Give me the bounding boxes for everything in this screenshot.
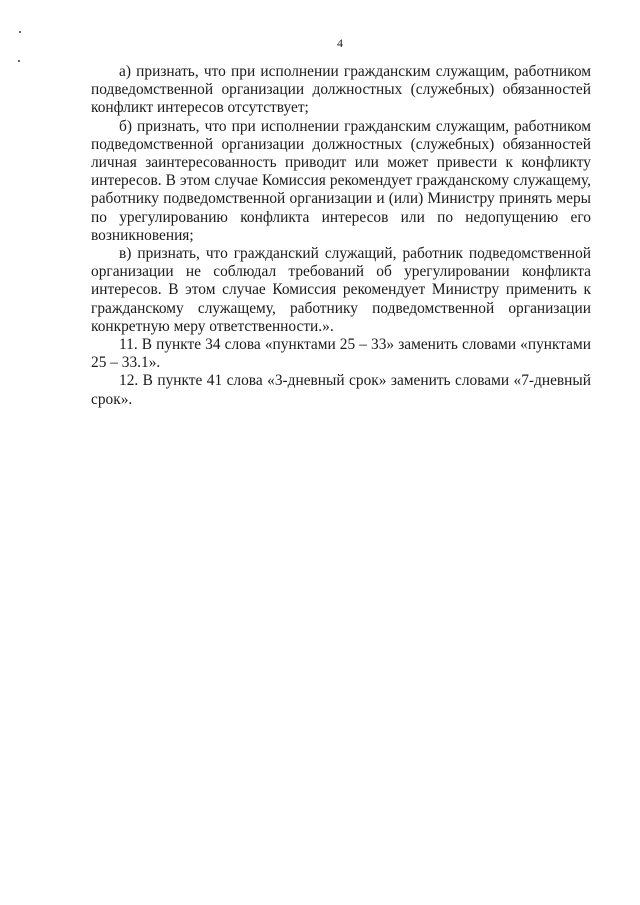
paragraph-item-a: а) признать, что при исполнении гражданским служащим, работником подведомственной организации должностных (служебных) обязанностей конфликт интересов отсутствует; (91, 63, 591, 117)
paragraph-item-11: 11. В пункте 34 слова «пунктами 25 – 33» заменить словами «пунктами 25 – 33.1». (91, 336, 591, 372)
scan-speck (18, 60, 20, 62)
document-body (91, 63, 591, 409)
paragraph-item-b: б) признать, что при исполнении гражданским служащим, работником подведомственной организации должностных (служебных) обязанностей личная заинтересованность приводит или может привести к конфликту интересов. В этом случае Комиссия рекомендует гражданскому служащему, работнику подведомственной организации и (или) Министру принять меры по урегулированию конфликта интересов или по недопущению его возникновения; (91, 117, 591, 244)
paragraph-item-12: 12. В пункте 41 слова «3-дневный срок» заменить словами «7-дневный срок». (91, 372, 591, 408)
page-number: 4 (337, 36, 343, 50)
scan-speck (19, 31, 21, 33)
paragraph-item-v: в) признать, что гражданский служащий, работник подведомственной организации не соблюдал требований об урегулировании конфликта интересов. В этом случае Комиссия рекомендует Министру применить к гражданскому служащему, работнику подведомственной организации конкретную меру ответственности.». (91, 245, 591, 335)
